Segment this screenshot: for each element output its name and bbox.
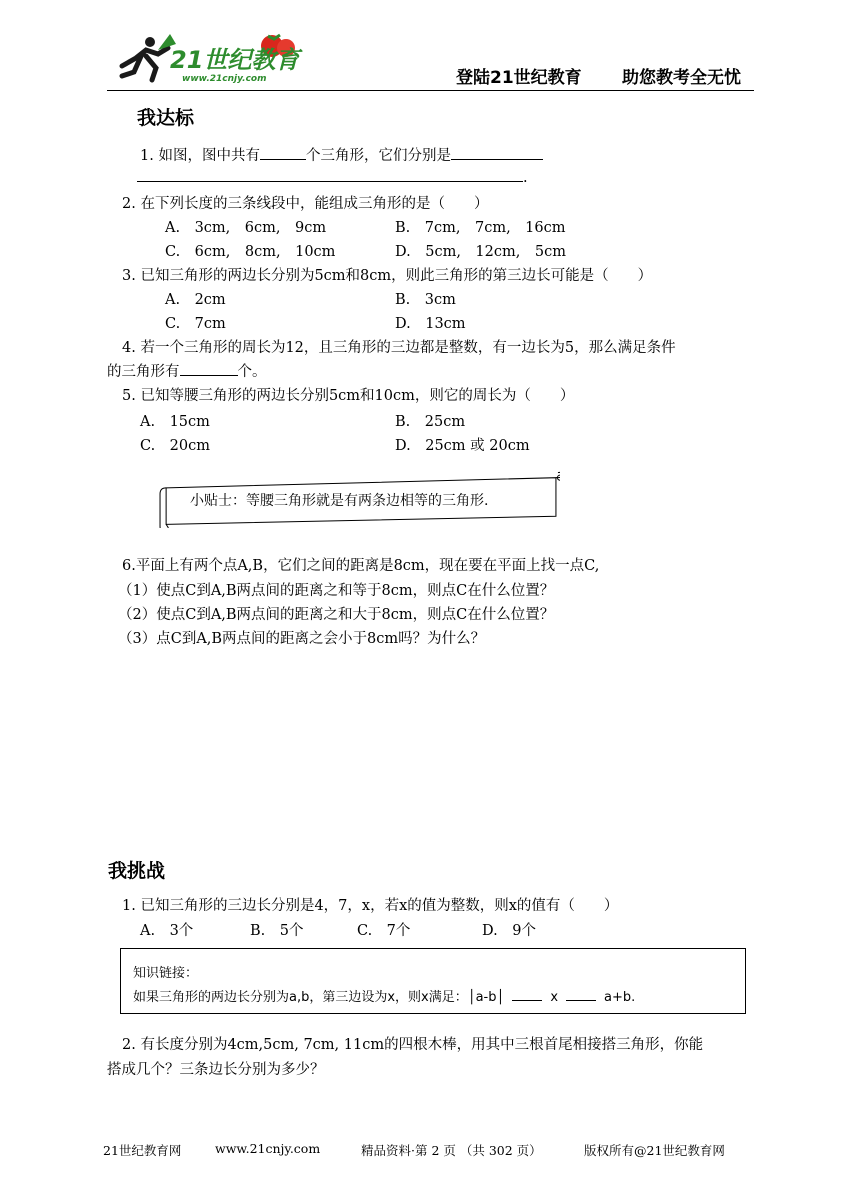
c1-option-a: A. 3个 xyxy=(140,923,194,939)
kb-end: a+b. xyxy=(604,990,636,1005)
q1-end: . xyxy=(523,170,528,186)
section-title-dabiao: 我达标 xyxy=(137,107,195,129)
q1-blank-list-cont xyxy=(137,167,523,182)
q6-part-1: （1）使点C到A,B两点间的距离之和等于8cm，则点C在什么位置？ xyxy=(118,583,555,599)
q2-option-d: D. 5cm, 12cm, 5cm xyxy=(395,244,566,260)
site-logo xyxy=(112,28,312,88)
runner-icon xyxy=(122,34,176,80)
tip-text: 小贴士：等腰三角形就是有两条边相等的三角形. xyxy=(190,493,489,509)
knowledge-text xyxy=(133,986,635,1005)
q4-blank xyxy=(180,361,238,376)
footer-site-link[interactable]: www.21cnjy.com xyxy=(215,1141,321,1156)
kb-text-a: 如果三角形的两边长分别为a,b，第三边设为x，则x满足： xyxy=(133,990,468,1005)
section-title-tiaozhan: 我挑战 xyxy=(108,860,166,882)
q3-option-b: B. 3cm xyxy=(395,292,456,308)
q3-option-d: D. 13cm xyxy=(395,316,466,332)
c1-option-d: D. 9个 xyxy=(482,923,536,939)
logo-url: www.21cnjy.com xyxy=(182,74,267,84)
footer-copyright: 版权所有@21世纪教育网 xyxy=(584,1143,725,1158)
q2-option-b: B. 7cm, 7cm, 16cm xyxy=(395,220,566,236)
q1-blank-list xyxy=(451,145,543,160)
question-2: 2. 在下列长度的三条线段中，能组成三角形的是（ ） xyxy=(122,196,489,212)
q2-option-c: C. 6cm, 8cm, 10cm xyxy=(165,244,336,260)
c1-option-c: C. 7个 xyxy=(357,923,411,939)
knowledge-title: 知识链接： xyxy=(133,966,199,981)
q2-option-a: A. 3cm, 6cm, 9cm xyxy=(165,220,327,236)
header-slogan-right: 助您教考全无忧 xyxy=(622,68,741,88)
q5-option-c: C. 20cm xyxy=(140,438,211,454)
c1-option-b: B. 5个 xyxy=(250,923,304,939)
q5-option-a: A. 15cm xyxy=(140,414,210,430)
question-5: 5. 已知等腰三角形的两边长分别5cm和10cm，则它的周长为（ ） xyxy=(122,388,575,404)
q1-blank-count xyxy=(260,145,306,160)
q6-part-2: （2）使点C到A,B两点间的距离之和大于8cm，则点C在什么位置？ xyxy=(118,607,555,623)
footer-page-info: 精品资料·第 2 页 （共 302 页） xyxy=(361,1143,542,1158)
challenge-question-2-line2: 搭成几个？三条边长分别为多少？ xyxy=(107,1062,325,1078)
footer-left: 21世纪教育网 xyxy=(103,1143,182,1158)
header-slogan-left: 登陆21世纪教育 xyxy=(456,68,582,88)
question-6: 6.平面上有两个点A,B，它们之间的距离是8cm，现在要在平面上找一点C, xyxy=(122,558,600,574)
q3-option-c: C. 7cm xyxy=(165,316,226,332)
challenge-question-1: 1. 已知三角形的三边长分别是4，7，x，若x的值为整数，则x的值有（ ） xyxy=(122,898,619,914)
q1-text-a: 1. 如图，图中共有 xyxy=(140,148,260,164)
q4-text-b: 个。 xyxy=(237,364,267,380)
q3-option-a: A. 2cm xyxy=(165,292,226,308)
challenge-question-2-line1: 2. 有长度分别为4cm,5cm, 7cm, 11cm的四根木棒，用其中三根首尾相接搭三角形，你能 xyxy=(122,1037,704,1053)
q1-continuation xyxy=(137,167,528,186)
q5-option-b: B. 25cm xyxy=(395,414,466,430)
q6-part-3: （3）点C到A,B两点间的距离之会小于8cm吗？为什么？ xyxy=(118,631,486,647)
q1-text-b: 个三角形，它们分别是 xyxy=(305,148,451,164)
question-1 xyxy=(140,144,543,165)
kb-abs: │a-b│ xyxy=(467,990,505,1005)
question-3: 3. 已知三角形的两边长分别为5cm和8cm，则此三角形的第三边长可能是（ ） xyxy=(122,268,653,284)
header-divider xyxy=(107,90,754,91)
kb-blank-2 xyxy=(566,988,596,1001)
q4-text-a: 的三角形有 xyxy=(107,364,180,380)
kb-blank-1 xyxy=(512,988,542,1001)
kb-x: x xyxy=(550,990,559,1005)
question-4-line2 xyxy=(107,360,267,381)
logo-text: 21世纪教育 xyxy=(170,46,300,74)
question-4-line1: 4. 若一个三角形的周长为12，且三角形的三边都是整数，有一边长为5，那么满足条件 xyxy=(122,340,676,356)
q5-option-d: D. 25cm 或 20cm xyxy=(395,438,530,454)
